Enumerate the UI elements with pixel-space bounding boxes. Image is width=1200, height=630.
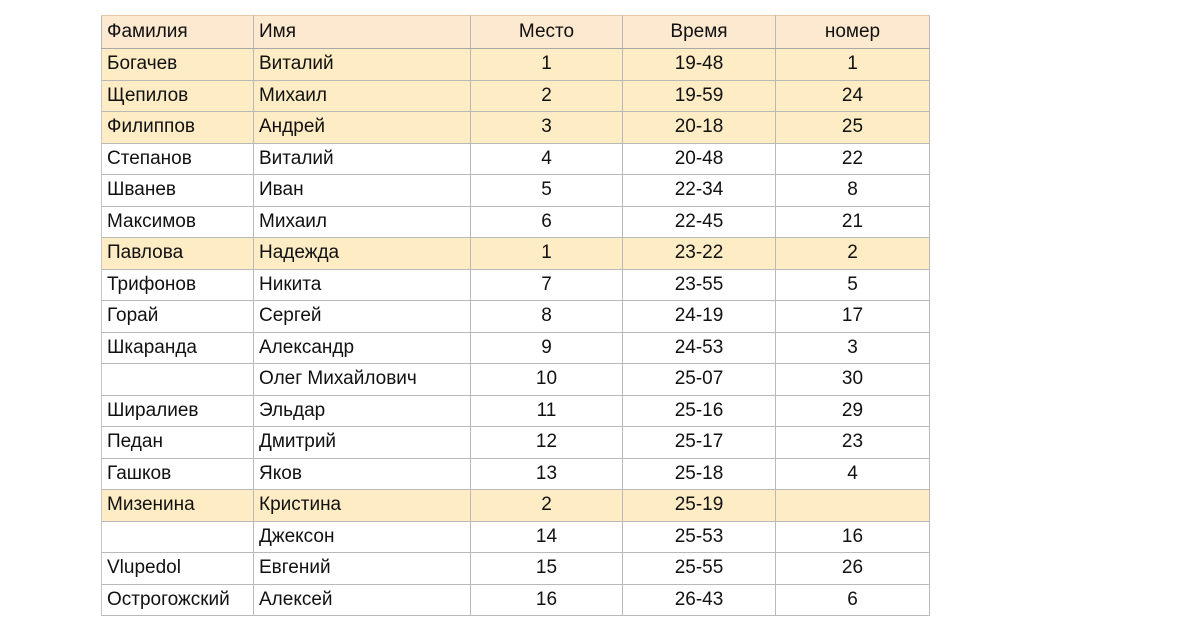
cell-surname[interactable]: Vlupedol bbox=[102, 553, 254, 585]
cell-name[interactable]: Джексон bbox=[254, 521, 471, 553]
cell-surname[interactable]: Богачев bbox=[102, 49, 254, 81]
cell-time[interactable]: 25-55 bbox=[623, 553, 776, 585]
table-row bbox=[102, 269, 930, 301]
cell-surname[interactable]: Мизенина bbox=[102, 490, 254, 522]
cell-surname[interactable]: Шкаранда bbox=[102, 332, 254, 364]
table-body bbox=[102, 49, 930, 616]
cell-number[interactable]: 5 bbox=[776, 269, 930, 301]
cell-number[interactable]: 24 bbox=[776, 80, 930, 112]
cell-time[interactable]: 20-48 bbox=[623, 143, 776, 175]
column-header-place[interactable]: Место bbox=[471, 16, 623, 49]
cell-number[interactable]: 3 bbox=[776, 332, 930, 364]
cell-name[interactable]: Кристина bbox=[254, 490, 471, 522]
cell-name[interactable]: Александр bbox=[254, 332, 471, 364]
cell-time[interactable]: 25-17 bbox=[623, 427, 776, 459]
cell-place[interactable]: 1 bbox=[471, 49, 623, 81]
results-table bbox=[101, 15, 930, 616]
cell-place[interactable]: 12 bbox=[471, 427, 623, 459]
cell-time[interactable]: 24-19 bbox=[623, 301, 776, 333]
cell-time[interactable]: 19-48 bbox=[623, 49, 776, 81]
table-row bbox=[102, 175, 930, 207]
cell-place[interactable]: 5 bbox=[471, 175, 623, 207]
cell-place[interactable]: 10 bbox=[471, 364, 623, 396]
table-row bbox=[102, 458, 930, 490]
cell-time[interactable]: 22-34 bbox=[623, 175, 776, 207]
cell-name[interactable]: Евгений bbox=[254, 553, 471, 585]
cell-place[interactable]: 13 bbox=[471, 458, 623, 490]
cell-name[interactable]: Виталий bbox=[254, 143, 471, 175]
table-row bbox=[102, 206, 930, 238]
column-header-time[interactable]: Время bbox=[623, 16, 776, 49]
table-row bbox=[102, 553, 930, 585]
cell-time[interactable]: 19-59 bbox=[623, 80, 776, 112]
cell-place[interactable]: 15 bbox=[471, 553, 623, 585]
cell-time[interactable]: 24-53 bbox=[623, 332, 776, 364]
cell-surname[interactable]: Филиппов bbox=[102, 112, 254, 144]
cell-name[interactable]: Эльдар bbox=[254, 395, 471, 427]
cell-number[interactable]: 6 bbox=[776, 584, 930, 616]
cell-number[interactable] bbox=[776, 490, 930, 522]
cell-time[interactable]: 25-07 bbox=[623, 364, 776, 396]
cell-surname[interactable] bbox=[102, 364, 254, 396]
cell-place[interactable]: 2 bbox=[471, 490, 623, 522]
cell-name[interactable]: Иван bbox=[254, 175, 471, 207]
cell-name[interactable]: Андрей bbox=[254, 112, 471, 144]
cell-place[interactable]: 6 bbox=[471, 206, 623, 238]
cell-number[interactable]: 22 bbox=[776, 143, 930, 175]
cell-surname[interactable]: Педан bbox=[102, 427, 254, 459]
cell-name[interactable]: Яков bbox=[254, 458, 471, 490]
cell-surname[interactable]: Горай bbox=[102, 301, 254, 333]
cell-surname[interactable]: Максимов bbox=[102, 206, 254, 238]
column-header-number[interactable]: номер bbox=[776, 16, 930, 49]
table-row bbox=[102, 395, 930, 427]
table-row bbox=[102, 112, 930, 144]
column-header-surname[interactable]: Фамилия bbox=[102, 16, 254, 49]
cell-name[interactable]: Сергей bbox=[254, 301, 471, 333]
cell-surname[interactable]: Павлова bbox=[102, 238, 254, 270]
table-row bbox=[102, 490, 930, 522]
cell-number[interactable]: 4 bbox=[776, 458, 930, 490]
cell-surname[interactable]: Степанов bbox=[102, 143, 254, 175]
cell-place[interactable]: 16 bbox=[471, 584, 623, 616]
cell-time[interactable]: 25-18 bbox=[623, 458, 776, 490]
cell-time[interactable]: 23-22 bbox=[623, 238, 776, 270]
cell-name[interactable]: Никита bbox=[254, 269, 471, 301]
cell-number[interactable]: 2 bbox=[776, 238, 930, 270]
cell-surname[interactable]: Острогожский bbox=[102, 584, 254, 616]
cell-number[interactable]: 8 bbox=[776, 175, 930, 207]
cell-place[interactable]: 3 bbox=[471, 112, 623, 144]
cell-name[interactable]: Надежда bbox=[254, 238, 471, 270]
cell-surname[interactable]: Ширалиев bbox=[102, 395, 254, 427]
cell-number[interactable]: 30 bbox=[776, 364, 930, 396]
table-row bbox=[102, 143, 930, 175]
cell-number[interactable]: 21 bbox=[776, 206, 930, 238]
cell-time[interactable]: 26-43 bbox=[623, 584, 776, 616]
cell-surname[interactable]: Трифонов bbox=[102, 269, 254, 301]
column-header-name[interactable]: Имя bbox=[254, 16, 471, 49]
cell-number[interactable]: 25 bbox=[776, 112, 930, 144]
cell-number[interactable]: 26 bbox=[776, 553, 930, 585]
cell-surname[interactable]: Щепилов bbox=[102, 80, 254, 112]
cell-name[interactable]: Михаил bbox=[254, 80, 471, 112]
cell-surname[interactable]: Гашков bbox=[102, 458, 254, 490]
cell-surname[interactable]: Шванев bbox=[102, 175, 254, 207]
cell-number[interactable]: 1 bbox=[776, 49, 930, 81]
cell-place[interactable]: 7 bbox=[471, 269, 623, 301]
cell-place[interactable]: 14 bbox=[471, 521, 623, 553]
cell-time[interactable]: 25-16 bbox=[623, 395, 776, 427]
table-row bbox=[102, 521, 930, 553]
cell-place[interactable]: 1 bbox=[471, 238, 623, 270]
cell-name[interactable]: Виталий bbox=[254, 49, 471, 81]
table-row bbox=[102, 49, 930, 81]
cell-time[interactable]: 20-18 bbox=[623, 112, 776, 144]
cell-number[interactable]: 23 bbox=[776, 427, 930, 459]
cell-place[interactable]: 9 bbox=[471, 332, 623, 364]
cell-name[interactable]: Олег Михайлович bbox=[254, 364, 471, 396]
cell-place[interactable]: 4 bbox=[471, 143, 623, 175]
cell-name[interactable]: Дмитрий bbox=[254, 427, 471, 459]
cell-surname[interactable] bbox=[102, 521, 254, 553]
table-row bbox=[102, 332, 930, 364]
cell-time[interactable]: 22-45 bbox=[623, 206, 776, 238]
cell-place[interactable]: 11 bbox=[471, 395, 623, 427]
cell-time[interactable]: 23-55 bbox=[623, 269, 776, 301]
table-row bbox=[102, 364, 930, 396]
table-row bbox=[102, 301, 930, 333]
header-row bbox=[102, 16, 930, 49]
table-row bbox=[102, 427, 930, 459]
cell-number[interactable]: 29 bbox=[776, 395, 930, 427]
table-row bbox=[102, 80, 930, 112]
cell-number[interactable]: 16 bbox=[776, 521, 930, 553]
spreadsheet-view bbox=[101, 15, 929, 616]
cell-place[interactable]: 8 bbox=[471, 301, 623, 333]
cell-number[interactable]: 17 bbox=[776, 301, 930, 333]
table-row bbox=[102, 238, 930, 270]
cell-time[interactable]: 25-19 bbox=[623, 490, 776, 522]
cell-time[interactable]: 25-53 bbox=[623, 521, 776, 553]
cell-name[interactable]: Михаил bbox=[254, 206, 471, 238]
cell-name[interactable]: Алексей bbox=[254, 584, 471, 616]
cell-place[interactable]: 2 bbox=[471, 80, 623, 112]
table-row bbox=[102, 584, 930, 616]
